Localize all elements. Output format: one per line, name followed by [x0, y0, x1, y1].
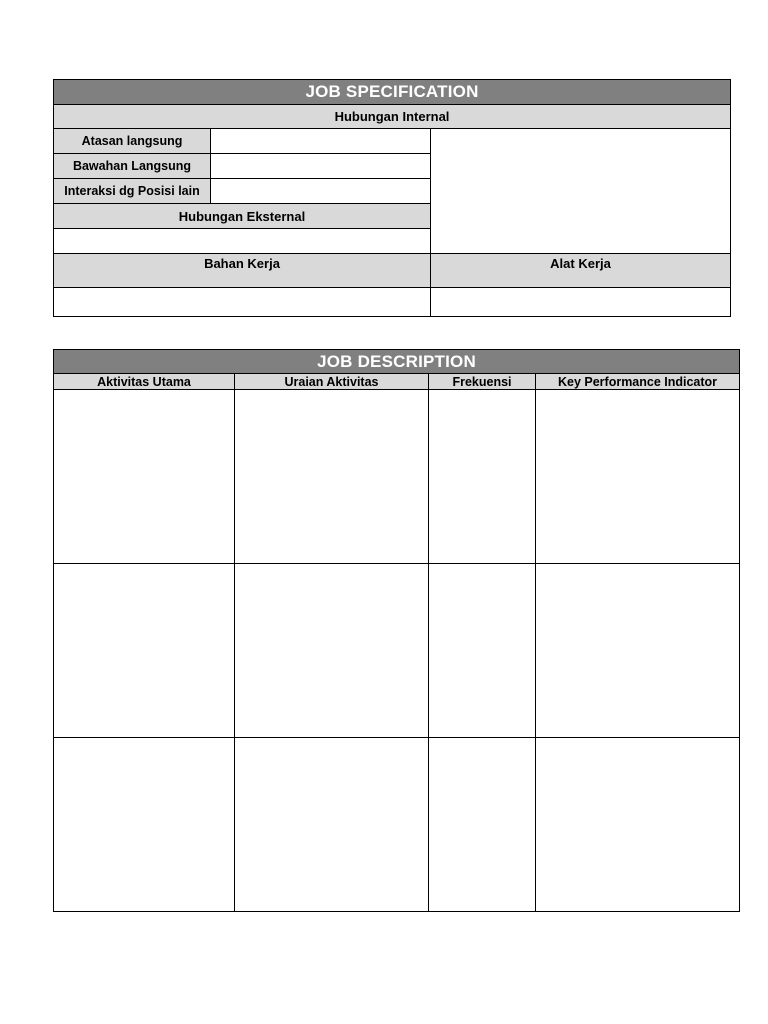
frequency-column-header: Frekuensi	[429, 374, 536, 390]
kpi-column-header: Key Performance Indicator	[536, 374, 740, 390]
frequency-cell[interactable]	[429, 564, 536, 738]
table-row	[54, 390, 740, 564]
job-description-table	[53, 349, 740, 912]
direct-supervisor-field[interactable]	[211, 129, 431, 154]
frequency-cell[interactable]	[429, 390, 536, 564]
job-specification-table	[53, 79, 731, 317]
table-row	[54, 738, 740, 912]
kpi-cell[interactable]	[536, 390, 740, 564]
direct-subordinate-label: Bawahan Langsung	[54, 154, 211, 179]
table-row	[54, 564, 740, 738]
main-activity-column-header: Aktivitas Utama	[54, 374, 235, 390]
main-activity-cell[interactable]	[54, 738, 235, 912]
main-activity-cell[interactable]	[54, 390, 235, 564]
external-relations-field[interactable]	[54, 229, 431, 254]
work-tools-heading: Alat Kerja	[431, 254, 731, 288]
kpi-cell[interactable]	[536, 564, 740, 738]
main-activity-cell[interactable]	[54, 564, 235, 738]
direct-subordinate-field[interactable]	[211, 154, 431, 179]
activity-detail-cell[interactable]	[235, 564, 429, 738]
frequency-cell[interactable]	[429, 738, 536, 912]
work-tools-field[interactable]	[431, 288, 731, 317]
work-materials-heading: Bahan Kerja	[54, 254, 431, 288]
internal-relations-notes-field[interactable]	[431, 129, 731, 254]
other-position-interaction-label: Interaksi dg Posisi lain	[54, 179, 211, 204]
activity-detail-cell[interactable]	[235, 738, 429, 912]
internal-relations-heading: Hubungan Internal	[54, 105, 731, 129]
external-relations-heading: Hubungan Eksternal	[54, 204, 431, 229]
job-description-title: JOB DESCRIPTION	[54, 350, 740, 374]
kpi-cell[interactable]	[536, 738, 740, 912]
direct-supervisor-label: Atasan langsung	[54, 129, 211, 154]
activity-detail-column-header: Uraian Aktivitas	[235, 374, 429, 390]
job-specification-title: JOB SPECIFICATION	[54, 80, 731, 105]
work-materials-field[interactable]	[54, 288, 431, 317]
other-position-interaction-field[interactable]	[211, 179, 431, 204]
activity-detail-cell[interactable]	[235, 390, 429, 564]
